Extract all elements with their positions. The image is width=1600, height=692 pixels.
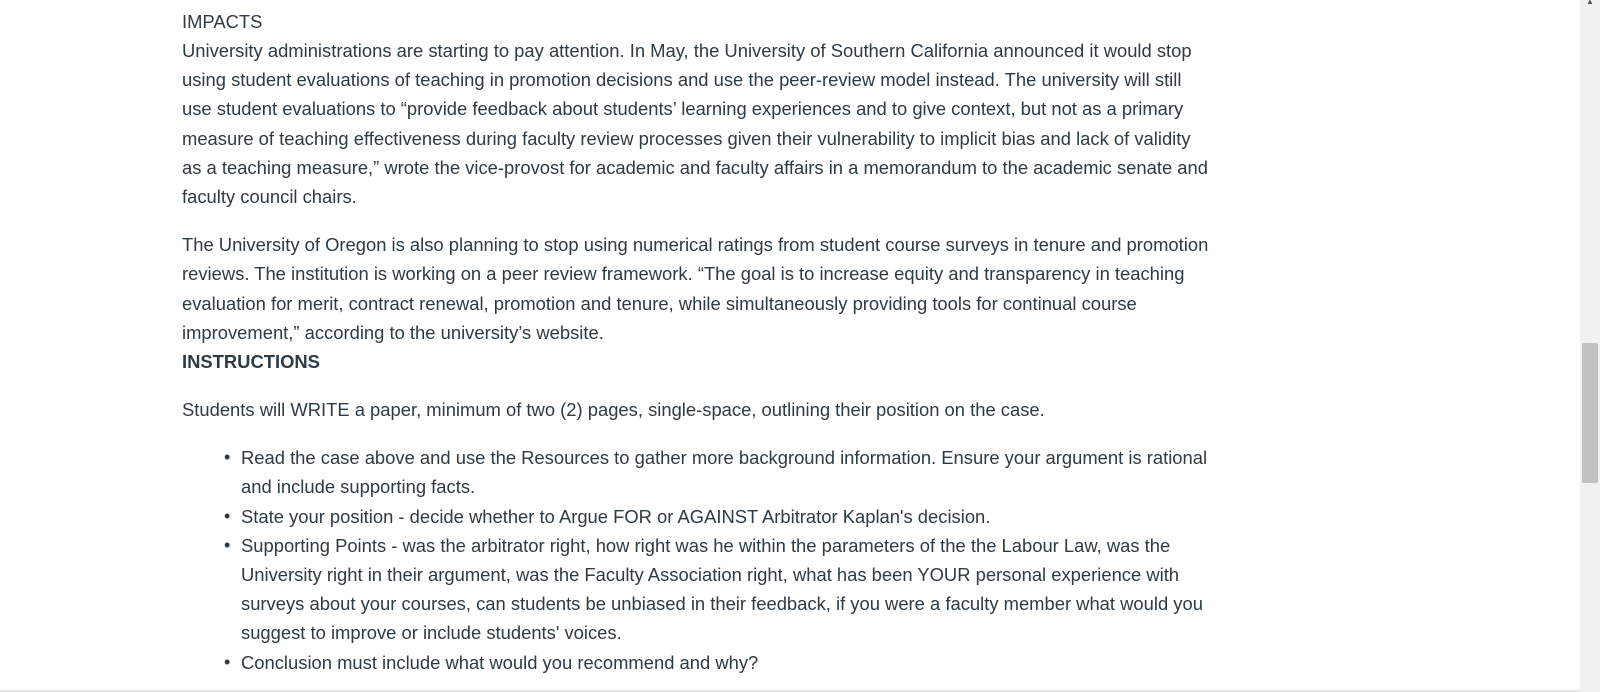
list-item-text: Supporting Points - was the arbitrator right, how right was he within the parameters of the the Labour Law, was the University right in their argument, was the Faculty Association right, what has been YOUR personal experience with surveys about your courses, can students be unbiased in their feedback, if you were a faculty member what would you suggest to improve or include students' voices. [241,534,1203,644]
instructions-paragraph: Students will WRITE a paper, minimum of two (2) pages, single-space, outlining their position on the case. [182,399,1045,421]
instructions-heading: INSTRUCTIONS [182,351,320,373]
bullet-icon: • [224,534,231,555]
list-item [224,443,1212,501]
list-item [224,531,1212,648]
list-item-text: State your position - decide whether to Argue FOR or AGAINST Arbitrator Kaplan's decision. [241,505,991,527]
vertical-scrollbar[interactable] [1580,0,1600,692]
impacts-paragraph-usc: University administrations are starting to pay attention. In May, the University of Southern California announced it would stop using student evaluations of teaching in promotion decisions and use the peer-review model instead. The university will still use student evaluations to “provide feedback about students’ learning experiences and to give context, but not as a primary measure of teaching effectiveness during faculty review processes given their vulnerability to implicit bias and lack of validity as a teaching measure,” wrote the vice-provost for academic and faculty affairs in a memorandum to the academic senate and faculty council chairs. [182,40,1208,208]
list-item-text: Conclusion must include what would you recommend and why? [241,651,759,673]
list-item-text: Read the case above and use the Resources to gather more background information. Ensure your argument is rational and include supporting facts. [241,447,1208,498]
bullet-icon: • [224,447,231,468]
instructions-list [182,443,1212,677]
article-content [182,8,1212,677]
impacts-heading: IMPACTS [182,11,263,32]
bullet-icon: • [224,651,231,672]
list-item [224,502,1212,531]
scroll-up-arrow-icon[interactable]: ▲ [1586,0,1594,6]
scrollbar-thumb[interactable] [1582,343,1598,483]
bullet-icon: • [224,505,231,526]
list-item [224,648,1212,677]
impacts-paragraph-oregon: The University of Oregon is also planning to stop using numerical ratings from student course surveys in tenure and promotion reviews. The institution is working on a peer review framework. “The goal is to increase equity and transparency in teaching evaluation for merit, contract renewal, promotion and tenure, while simultaneously providing tools for continual course improvement,” according to the university’s website. [182,234,1209,343]
